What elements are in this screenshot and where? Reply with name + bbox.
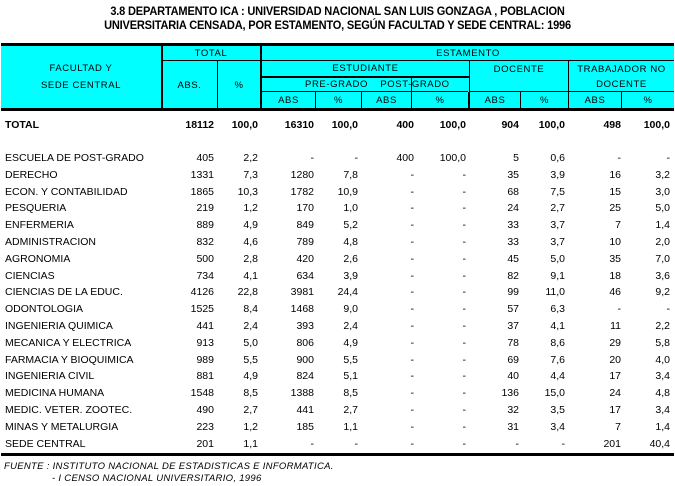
cell-pregrado-abs: 1280: [290, 168, 314, 181]
cell-total-abs: 913: [196, 336, 214, 349]
cell-pregrado-abs: 3981: [290, 286, 314, 299]
footer-census: - I CENSO NACIONAL UNIVERSITARIO, 1996: [52, 473, 262, 484]
table-row: [0, 320, 675, 335]
cell-postgrado-abs: -: [410, 420, 414, 433]
cell-postgrado-abs: -: [410, 219, 414, 232]
cell-docente-pct: 11,0: [545, 286, 565, 299]
cell-trabajador-abs: 25: [609, 202, 621, 215]
cell-trabajador-pct: 9,2: [655, 286, 670, 299]
cell-total-abs: 219: [196, 202, 214, 215]
cell-total-abs: 1865: [190, 185, 214, 198]
cell-total-pct: 2,8: [243, 252, 258, 265]
header-estamento: ESTAMENTO: [436, 47, 500, 59]
cell-pregrado-pct: 10,9: [337, 185, 358, 198]
cell-trabajador-abs: 20: [609, 353, 621, 366]
cell-postgrado-pct: -: [462, 370, 466, 383]
table-title-line-2: UNIVERSITARIA CENSADA, POR ESTAMENTO, SEGÚN FACULTAD Y SEDE CENTRAL: 1996: [104, 18, 571, 32]
row-label: MEDIC. VETER. ZOOTEC.: [5, 404, 133, 416]
cell-pregrado-abs: 634: [296, 269, 314, 282]
cell-total-abs: 889: [196, 219, 214, 232]
cell-postgrado-pct: -: [462, 387, 466, 400]
cell-postgrado-abs: -: [410, 168, 414, 181]
table-header: [1, 43, 674, 111]
cell-total-abs: 405: [196, 152, 214, 164]
cell-postgrado-pct: -: [462, 303, 466, 316]
cell-pregrado-pct: 5,1: [343, 370, 358, 383]
cell-pregrado-abs: 789: [296, 236, 314, 248]
cell-trabajador-abs: 17: [609, 404, 621, 416]
cell-total-pct: 2,7: [243, 404, 258, 416]
cell-postgrado-pct: -: [462, 286, 466, 299]
cell-docente-pct: 2,7: [550, 202, 565, 215]
cell-total-pct: 7,3: [243, 168, 258, 181]
cell-postgrado-pct: -: [462, 437, 466, 450]
cell-pregrado-abs: 441: [296, 404, 314, 416]
cell-trabajador-abs: 16: [609, 168, 621, 181]
cell-trabajador-pct: 7,0: [655, 252, 670, 265]
header-postgrado-label: POST-GRADO: [380, 78, 450, 90]
cell-postgrado-pct: -: [462, 336, 466, 349]
cell-pregrado-abs: 16310: [284, 119, 314, 131]
cell-docente-pct: 4,4: [550, 370, 565, 383]
cell-trabajador-pct: 5,0: [655, 202, 670, 215]
bottom-rule: [1, 453, 674, 456]
cell-total-pct: 10,3: [237, 185, 258, 198]
header-total: TOTAL: [194, 47, 228, 59]
cell-trabajador-abs: 18: [609, 269, 621, 282]
cell-postgrado-pct: -: [462, 404, 466, 416]
cell-postgrado-pct: 100,0: [439, 152, 466, 164]
cell-trabajador-pct: 4,8: [655, 387, 670, 400]
cell-pregrado-pct: -: [354, 437, 358, 450]
table-row: [0, 354, 675, 369]
cell-pregrado-pct: 5,2: [343, 219, 358, 232]
table-row: [0, 270, 675, 285]
cell-trabajador-pct: 1,4: [655, 219, 670, 232]
cell-pregrado-pct: 1,0: [343, 202, 358, 215]
cell-trabajador-abs: 498: [603, 119, 621, 131]
table-row: [0, 219, 675, 234]
row-label: CIENCIAS DE LA EDUC.: [5, 286, 123, 299]
cell-trabajador-pct: 3,0: [655, 185, 670, 198]
row-label: AGRONOMIA: [5, 252, 71, 265]
cell-trabajador-abs: 11: [610, 320, 621, 332]
row-label: PESQUERIA: [5, 202, 67, 215]
cell-total-pct: 1,2: [243, 202, 258, 215]
cell-trabajador-abs: 29: [609, 336, 621, 349]
header-postgrado-abs: ABS: [376, 94, 397, 106]
cell-total-abs: 18112: [185, 119, 214, 131]
cell-pregrado-abs: 393: [296, 320, 314, 332]
cell-pregrado-pct: 8,5: [343, 387, 358, 400]
cell-docente-abs: 99: [507, 286, 519, 299]
header-docente-pct: %: [539, 94, 550, 106]
cell-postgrado-pct: 100,0: [439, 119, 466, 131]
cell-trabajador-abs: 15: [609, 185, 621, 198]
cell-postgrado-abs: -: [410, 202, 414, 215]
table-row: [0, 236, 675, 251]
cell-total-pct: 1,1: [243, 437, 258, 450]
total-row: [0, 119, 675, 134]
cell-total-abs: 223: [196, 420, 214, 433]
header-facultad-line-1: FACULTAD Y: [49, 62, 113, 74]
row-label: MEDICINA HUMANA: [5, 387, 105, 400]
cell-postgrado-pct: -: [462, 420, 466, 433]
cell-docente-abs: 40: [507, 370, 519, 383]
cell-pregrado-abs: 806: [296, 336, 314, 349]
row-label: ODONTOLOGIA: [5, 303, 83, 316]
cell-docente-abs: 78: [507, 336, 519, 349]
row-label: ESCUELA DE POST-GRADO: [5, 152, 144, 164]
cell-postgrado-pct: -: [462, 168, 466, 181]
cell-total-abs: 734: [196, 269, 214, 282]
cell-pregrado-abs: 185: [296, 420, 314, 433]
cell-trabajador-pct: 3,4: [655, 404, 670, 416]
cell-trabajador-pct: 5,8: [655, 336, 670, 349]
table-row: [0, 337, 675, 352]
row-label: FARMACIA Y BIOQUIMICA: [5, 353, 134, 366]
header-docente-abs: ABS: [484, 94, 506, 106]
row-label: SEDE CENTRAL: [5, 437, 86, 450]
cell-trabajador-pct: 3,6: [655, 269, 670, 282]
cell-total-abs: 989: [196, 353, 214, 366]
cell-docente-pct: 8,6: [550, 336, 565, 349]
cell-postgrado-pct: -: [462, 269, 466, 282]
cell-docente-pct: 100,0: [538, 119, 565, 131]
cell-docente-abs: 5: [513, 152, 519, 164]
cell-trabajador-abs: 24: [609, 387, 621, 400]
cell-pregrado-pct: 1,1: [343, 420, 358, 433]
cell-total-pct: 1,2: [243, 420, 258, 433]
cell-pregrado-pct: 4,8: [343, 236, 358, 248]
cell-postgrado-pct: -: [462, 252, 466, 265]
cell-total-abs: 1331: [190, 168, 214, 181]
header-total-pct: %: [234, 79, 244, 91]
cell-total-pct: 4,9: [243, 219, 258, 232]
cell-docente-abs: 24: [507, 202, 519, 215]
cell-docente-abs: 69: [507, 353, 519, 366]
table-row: [0, 286, 675, 301]
cell-postgrado-abs: -: [410, 336, 414, 349]
cell-total-pct: 22,8: [237, 286, 258, 299]
table-row: [0, 169, 675, 184]
cell-total-abs: 441: [196, 320, 214, 332]
cell-postgrado-abs: -: [410, 185, 414, 198]
cell-total-pct: 2,2: [243, 152, 258, 164]
header-postgrado-pct: %: [435, 94, 445, 106]
cell-pregrado-abs: 1388: [290, 387, 314, 400]
table-row: [0, 303, 675, 318]
cell-total-pct: 8,4: [243, 303, 258, 316]
cell-total-abs: 832: [196, 236, 214, 248]
cell-docente-abs: 68: [507, 185, 519, 198]
row-label: TOTAL: [5, 119, 40, 131]
table-row: [0, 202, 675, 217]
cell-postgrado-abs: 400: [396, 119, 414, 131]
cell-docente-pct: 0,6: [550, 152, 565, 164]
cell-pregrado-pct: 9,0: [343, 303, 358, 316]
cell-trabajador-abs: 46: [609, 286, 621, 299]
cell-pregrado-pct: 5,5: [343, 353, 358, 366]
cell-total-pct: 4,1: [243, 269, 258, 282]
cell-docente-pct: 3,4: [550, 420, 565, 433]
row-label: INGENIERIA QUIMICA: [5, 320, 113, 332]
table-row: [0, 152, 675, 167]
cell-total-pct: 4,6: [243, 236, 258, 248]
header-trabajador-abs: ABS: [584, 94, 606, 106]
cell-trabajador-abs: 7: [615, 420, 621, 433]
cell-postgrado-pct: -: [462, 236, 466, 248]
cell-docente-abs: 35: [507, 168, 519, 181]
cell-total-pct: 100,0: [231, 119, 258, 131]
cell-trabajador-pct: 1,4: [655, 420, 670, 433]
cell-trabajador-pct: 100,0: [643, 119, 670, 131]
cell-total-pct: 4,9: [243, 370, 258, 383]
cell-pregrado-abs: -: [310, 152, 314, 164]
cell-total-pct: 5,0: [243, 336, 258, 349]
cell-trabajador-abs: 35: [609, 252, 621, 265]
cell-total-abs: 201: [196, 437, 214, 450]
cell-trabajador-abs: -: [617, 152, 621, 164]
cell-docente-pct: -: [561, 437, 565, 450]
cell-pregrado-pct: 24,4: [337, 286, 358, 299]
cell-docente-abs: 904: [501, 119, 519, 131]
row-label: ADMINISTRACION: [5, 236, 97, 248]
cell-docente-abs: 33: [507, 236, 519, 248]
cell-trabajador-pct: 3,2: [655, 168, 670, 181]
cell-total-abs: 490: [196, 404, 214, 416]
table-row: [0, 253, 675, 268]
cell-postgrado-abs: -: [410, 303, 414, 316]
header-estudiante: ESTUDIANTE: [332, 63, 399, 74]
cell-pregrado-abs: 1468: [290, 303, 314, 316]
cell-postgrado-abs: 400: [396, 152, 414, 164]
cell-trabajador-abs: 10: [609, 236, 621, 248]
cell-trabajador-abs: 17: [609, 370, 621, 383]
cell-docente-pct: 6,3: [550, 303, 565, 316]
cell-total-pct: 5,5: [243, 353, 258, 366]
header-trabajador-line-1: TRABAJADOR NO: [577, 63, 666, 75]
cell-pregrado-abs: -: [310, 437, 314, 450]
cell-trabajador-pct: -: [666, 303, 670, 316]
footer-source: FUENTE : INSTITUTO NACIONAL DE ESTADISTICAS E INFORMATICA.: [4, 461, 334, 472]
cell-docente-pct: 3,5: [550, 404, 565, 416]
cell-docente-pct: 7,5: [550, 185, 565, 198]
cell-postgrado-abs: -: [410, 353, 414, 366]
table-row: [0, 387, 675, 402]
table-row: [0, 186, 675, 201]
cell-docente-abs: 32: [507, 404, 519, 416]
cell-postgrado-abs: -: [410, 236, 414, 248]
cell-docente-pct: 5,0: [550, 252, 565, 265]
cell-trabajador-abs: 7: [615, 219, 621, 232]
cell-postgrado-abs: -: [410, 269, 414, 282]
cell-pregrado-pct: 3,9: [343, 269, 358, 282]
header-trabajador-line-2: DOCENTE: [596, 78, 647, 90]
cell-pregrado-abs: 1782: [290, 185, 314, 198]
cell-trabajador-pct: 40,4: [649, 437, 670, 450]
cell-docente-abs: 82: [507, 269, 519, 282]
cell-pregrado-pct: 2,4: [343, 320, 358, 332]
cell-docente-abs: 37: [507, 320, 519, 332]
cell-pregrado-abs: 824: [296, 370, 314, 383]
cell-docente-abs: 57: [507, 303, 519, 316]
cell-trabajador-pct: 4,0: [655, 353, 670, 366]
cell-postgrado-abs: -: [410, 370, 414, 383]
cell-postgrado-pct: -: [462, 219, 466, 232]
row-label: MINAS Y METALURGIA: [5, 420, 119, 433]
cell-docente-abs: 45: [507, 252, 519, 265]
cell-pregrado-pct: 2,7: [343, 404, 358, 416]
cell-docente-abs: 31: [507, 420, 519, 433]
table-row: [0, 438, 675, 453]
cell-total-abs: 500: [196, 252, 214, 265]
cell-postgrado-pct: -: [462, 202, 466, 215]
cell-postgrado-abs: -: [410, 286, 414, 299]
header-docente: DOCENTE: [493, 63, 545, 75]
cell-pregrado-pct: -: [354, 152, 358, 164]
cell-docente-pct: 3,7: [550, 219, 565, 232]
cell-docente-pct: 7,6: [550, 353, 565, 366]
cell-docente-pct: 4,1: [550, 320, 565, 332]
table-row: [0, 404, 675, 419]
cell-trabajador-abs: -: [617, 303, 621, 316]
cell-postgrado-pct: -: [462, 353, 466, 366]
table-row: [0, 421, 675, 436]
cell-trabajador-pct: 3,4: [655, 370, 670, 383]
cell-total-pct: 2,4: [243, 320, 258, 332]
cell-postgrado-pct: -: [462, 320, 466, 332]
cell-pregrado-pct: 2,6: [343, 252, 358, 265]
row-label: INGENIERIA CIVIL: [5, 370, 95, 383]
cell-total-abs: 1525: [190, 303, 214, 316]
cell-postgrado-abs: -: [410, 252, 414, 265]
header-pregrado: PRE-GRADO: [305, 78, 368, 90]
cell-postgrado-abs: -: [410, 437, 414, 450]
cell-postgrado-abs: -: [410, 387, 414, 400]
cell-total-abs: 881: [196, 370, 214, 383]
cell-pregrado-abs: 170: [296, 202, 314, 215]
row-label: MECANICA Y ELECTRICA: [5, 336, 132, 349]
cell-pregrado-abs: 900: [296, 353, 314, 366]
header-total-abs: ABS.: [177, 79, 202, 91]
cell-docente-pct: 9,1: [550, 269, 565, 282]
header-trabajador-pct: %: [643, 94, 653, 106]
cell-total-pct: 8,5: [243, 387, 258, 400]
cell-postgrado-pct: -: [462, 185, 466, 198]
cell-pregrado-pct: 100,0: [331, 119, 358, 131]
header-pregrado-abs: ABS: [278, 94, 299, 106]
cell-pregrado-abs: 849: [296, 219, 314, 232]
table-title-line-1: 3.8 DEPARTAMENTO ICA : UNIVERSIDAD NACIONAL SAN LUIS GONZAGA , POBLACION: [110, 4, 565, 18]
table-row: [0, 370, 675, 385]
header-pregrado-pct: %: [333, 94, 344, 106]
header-facultad-line-2: SEDE CENTRAL: [40, 79, 122, 91]
cell-docente-pct: 3,9: [550, 168, 565, 181]
cell-total-abs: 4126: [190, 286, 214, 299]
cell-pregrado-abs: 420: [296, 252, 314, 265]
cell-postgrado-abs: -: [410, 404, 414, 416]
cell-trabajador-pct: -: [666, 152, 670, 164]
cell-docente-pct: 3,7: [550, 236, 565, 248]
cell-docente-abs: -: [515, 437, 519, 450]
cell-trabajador-pct: 2,0: [655, 236, 670, 248]
cell-trabajador-abs: 201: [603, 437, 621, 450]
cell-pregrado-pct: 4,9: [343, 336, 358, 349]
row-label: ENFERMERIA: [5, 219, 74, 232]
cell-total-abs: 1548: [190, 387, 214, 400]
row-label: ECON. Y CONTABILIDAD: [5, 185, 128, 198]
cell-docente-abs: 33: [507, 219, 519, 232]
cell-postgrado-abs: -: [410, 320, 414, 332]
cell-pregrado-pct: 7,8: [343, 168, 358, 181]
row-label: DERECHO: [5, 168, 58, 181]
divider: [162, 60, 261, 61]
cell-docente-pct: 15,0: [544, 387, 565, 400]
cell-trabajador-pct: 2,2: [655, 320, 670, 332]
row-label: CIENCIAS: [5, 269, 55, 282]
cell-docente-abs: 136: [501, 387, 519, 400]
